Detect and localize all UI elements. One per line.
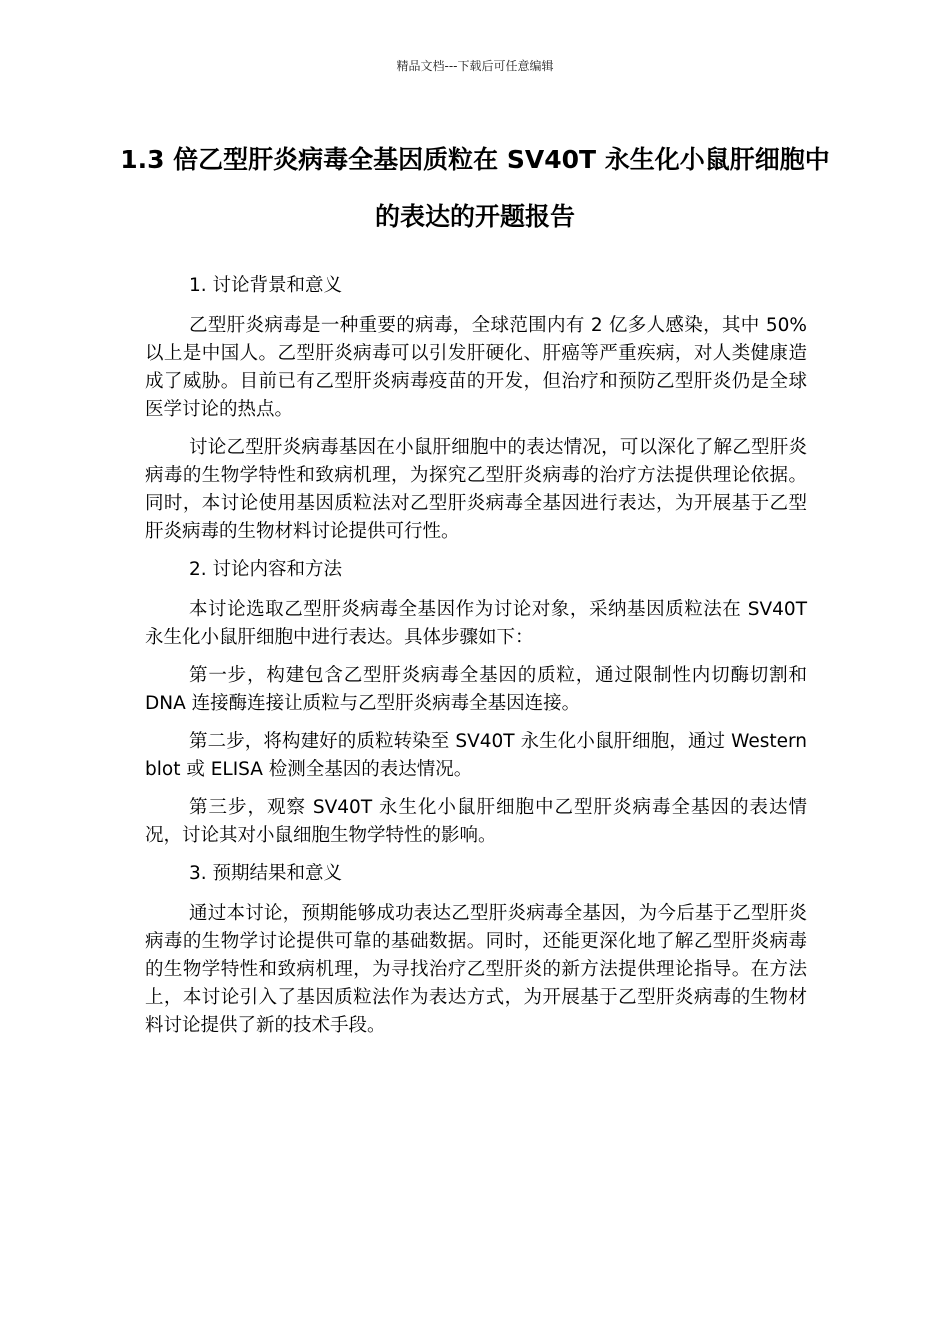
section-heading-expected-results: 3. 预期结果和意义 bbox=[189, 863, 343, 884]
section-heading-methods: 2. 讨论内容和方法 bbox=[189, 559, 343, 580]
header-note: 精品文档---下载后可任意编辑 bbox=[396, 59, 554, 73]
paragraph: 本讨论选取乙型肝炎病毒全基因作为讨论对象，采纳基因质粒法在 SV40T 永生化小鼠肝细胞中进行表达。具体步骤如下： bbox=[145, 599, 807, 648]
document-body bbox=[145, 272, 807, 1050]
paragraph: 第二步，将构建好的质粒转染至 SV40T 永生化小鼠肝细胞，通过 Western blot 或 ELISA 检测全基因的表达情况。 bbox=[145, 731, 807, 780]
paragraph: 讨论乙型肝炎病毒基因在小鼠肝细胞中的表达情况，可以深化了解乙型肝炎病毒的生物学特性和致病机理，为探究乙型肝炎病毒的治疗方法提供理论依据。同时，本讨论使用基因质粒法对乙型肝炎病毒全基因进行表达，为开展基于乙型肝炎病毒的生物材料讨论提供可行性。 bbox=[145, 437, 807, 542]
paragraph: 乙型肝炎病毒是一种重要的病毒，全球范围内有 2 亿多人感染，其中 50%以上是中国人。乙型肝炎病毒可以引发肝硬化、肝癌等严重疾病，对人类健康造成了威胁。目前已有乙型肝炎病毒疫苗的开发，但治疗和预防乙型肝炎仍是全球医学讨论的热点。 bbox=[145, 315, 807, 420]
document-title: 1.3 倍乙型肝炎病毒全基因质粒在 SV40T 永生化小鼠肝细胞中的表达的开题报告 bbox=[120, 145, 830, 231]
section-heading-background: 1. 讨论背景和意义 bbox=[189, 275, 343, 296]
paragraph: 第一步，构建包含乙型肝炎病毒全基因的质粒，通过限制性内切酶切割和 DNA 连接酶连接让质粒与乙型肝炎病毒全基因连接。 bbox=[145, 665, 807, 714]
paragraph: 通过本讨论，预期能够成功表达乙型肝炎病毒全基因，为今后基于乙型肝炎病毒的生物学讨论提供可靠的基础数据。同时，还能更深化地了解乙型肝炎病毒的生物学特性和致病机理，为寻找治疗乙型肝炎的新方法提供理论指导。在方法上，本讨论引入了基因质粒法作为表达方式，为开展基于乙型肝炎病毒的生物材料讨论提供了新的技术手段。 bbox=[145, 903, 807, 1036]
paragraph: 第三步，观察 SV40T 永生化小鼠肝细胞中乙型肝炎病毒全基因的表达情况，讨论其对小鼠细胞生物学特性的影响。 bbox=[145, 797, 807, 846]
